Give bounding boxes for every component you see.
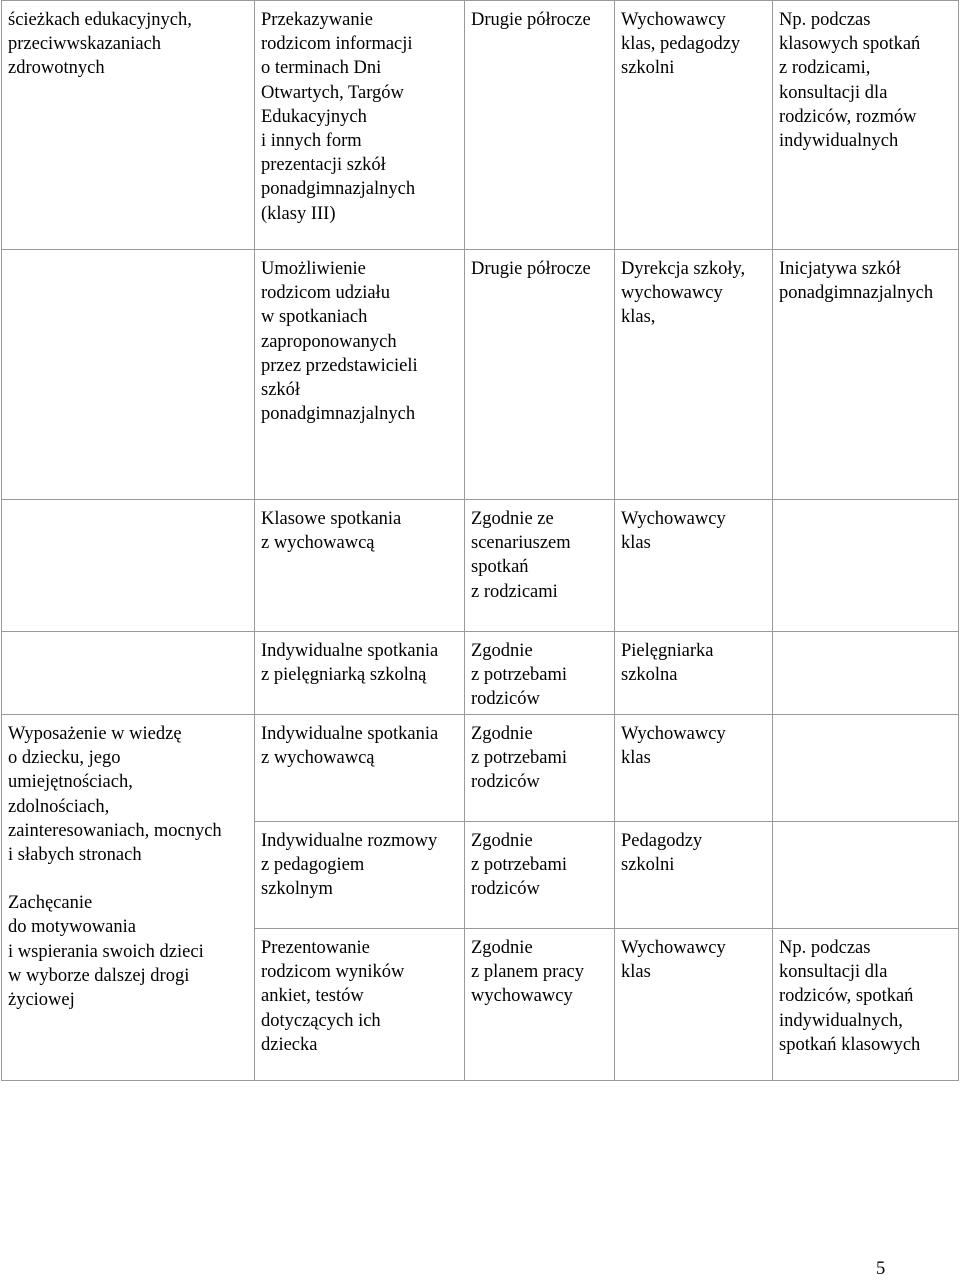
goal-text: Zachęcanie do motywowania i wspierania swoich dzieci w wyborze dalszej drogi życiowej bbox=[8, 893, 204, 1011]
table-cell: Np. podczas klasowych spotkań z rodzicami, konsultacji dla rodziców, rozmów indywidualnych bbox=[773, 1, 959, 250]
table-cell: Umożliwienie rodzicom udziału w spotkaniach zaproponowanych przez przedstawicieli szkół ponadgimnazjalnych bbox=[255, 250, 465, 500]
table-cell: Klasowe spotkania z wychowawcą bbox=[255, 500, 465, 632]
table-row bbox=[2, 500, 959, 632]
table-cell: Pielęgniarka szkolna bbox=[615, 632, 773, 715]
table-cell: Inicjatywa szkół ponadgimnazjalnych bbox=[773, 250, 959, 500]
table-row bbox=[2, 250, 959, 500]
goal-text: Wyposażenie w wiedzę o dziecku, jego umiejętnościach, zdolnościach, zainteresowaniach, mocnych i słabych stronach bbox=[8, 724, 222, 866]
table-row bbox=[2, 1, 959, 250]
table-cell: Zgodnie z potrzebami rodziców bbox=[465, 822, 615, 929]
table-cell: Wychowawcy klas bbox=[615, 500, 773, 632]
plan-table bbox=[1, 0, 959, 1081]
table-cell: Dyrekcja szkoły, wychowawcy klas, bbox=[615, 250, 773, 500]
table-cell bbox=[2, 500, 255, 632]
table-cell: Np. podczas konsultacji dla rodziców, spotkań indywidualnych, spotkań klasowych bbox=[773, 929, 959, 1081]
table-row bbox=[2, 632, 959, 715]
table-cell: Drugie półrocze bbox=[465, 1, 615, 250]
table-cell: Zgodnie z potrzebami rodziców bbox=[465, 715, 615, 822]
table-cell: Prezentowanie rodzicom wyników ankiet, testów dotyczących ich dziecka bbox=[255, 929, 465, 1081]
table-cell: Wychowawcy klas, pedagodzy szkolni bbox=[615, 1, 773, 250]
table-cell bbox=[773, 822, 959, 929]
table-cell: ścieżkach edukacyjnych, przeciwwskazaniach zdrowotnych bbox=[2, 1, 255, 250]
table-cell: Zgodnie ze scenariuszem spotkań z rodzicami bbox=[465, 500, 615, 632]
table-cell bbox=[773, 500, 959, 632]
page-number: 5 bbox=[876, 1259, 886, 1279]
table-cell: Przekazywanie rodzicom informacji o terminach Dni Otwartych, Targów Edukacyjnych i innych form prezentacji szkół ponadgimnazjalnych (klasy III) bbox=[255, 1, 465, 250]
table-cell: Zgodnie z potrzebami rodziców bbox=[465, 632, 615, 715]
table-row bbox=[2, 715, 959, 822]
table-cell: Pedagodzy szkolni bbox=[615, 822, 773, 929]
table-cell bbox=[773, 715, 959, 822]
table-cell: Wychowawcy klas bbox=[615, 929, 773, 1081]
table-cell: Indywidualne rozmowy z pedagogiem szkolnym bbox=[255, 822, 465, 929]
table-cell bbox=[2, 250, 255, 500]
table-cell: Zgodnie z planem pracy wychowawcy bbox=[465, 929, 615, 1081]
table-cell: Indywidualne spotkania z pielęgniarką szkolną bbox=[255, 632, 465, 715]
table-cell: Indywidualne spotkania z wychowawcą bbox=[255, 715, 465, 822]
table-cell bbox=[773, 632, 959, 715]
table-cell: Drugie półrocze bbox=[465, 250, 615, 500]
merged-goal-cell bbox=[2, 715, 255, 1081]
table-cell: Wychowawcy klas bbox=[615, 715, 773, 822]
table-cell bbox=[2, 632, 255, 715]
